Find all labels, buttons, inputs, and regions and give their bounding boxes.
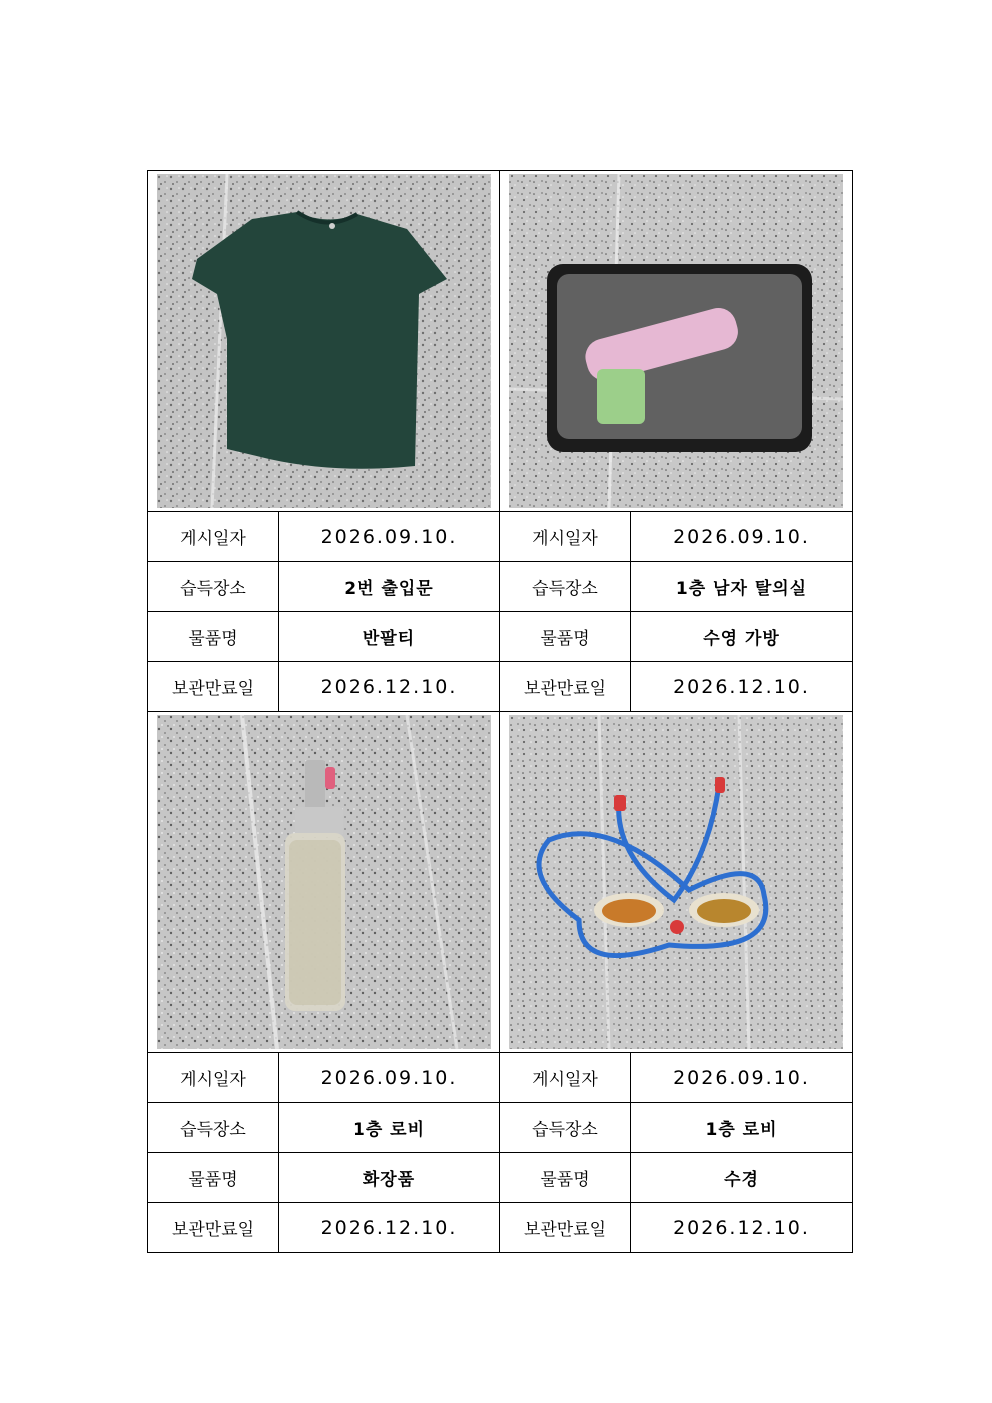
item-name-label: 물품명 [500,1153,631,1203]
place-label: 습득장소 [148,562,279,612]
info-row [148,562,853,612]
info-row [148,1153,853,1203]
info-row [148,1103,853,1153]
expiry-date: 2026.12.10. [631,662,853,712]
item-name: 수영 가방 [631,612,853,662]
expiry-date: 2026.12.10. [279,1203,500,1253]
item-name-label: 물품명 [148,1153,279,1203]
photo-cell [500,712,853,1053]
posted-label: 게시일자 [500,1053,631,1103]
posted-label: 게시일자 [148,1053,279,1103]
item-name-label: 물품명 [148,612,279,662]
place-label: 습득장소 [500,1103,631,1153]
expiry-label: 보관만료일 [148,1203,279,1253]
item-name: 수경 [631,1153,853,1203]
swim-bag-photo [509,174,843,508]
found-place: 1층 로비 [631,1103,853,1153]
posted-label: 게시일자 [500,512,631,562]
photo-row [148,712,853,1053]
swim-goggles-photo [509,715,843,1049]
info-row [148,512,853,562]
posted-label: 게시일자 [148,512,279,562]
expiry-label: 보관만료일 [500,662,631,712]
info-row [148,1203,853,1253]
info-row [148,1053,853,1103]
posted-date: 2026.09.10. [279,1053,500,1103]
posted-date: 2026.09.10. [279,512,500,562]
found-place: 2번 출입문 [279,562,500,612]
posted-date: 2026.09.10. [631,1053,853,1103]
item-name: 반팔티 [279,612,500,662]
cosmetic-bottle-photo [157,715,491,1049]
item-name: 화장품 [279,1153,500,1203]
photo-cell [500,171,853,512]
expiry-label: 보관만료일 [500,1203,631,1253]
found-place: 1층 남자 탈의실 [631,562,853,612]
lost-items-table [147,170,853,1253]
item-name-label: 물품명 [500,612,631,662]
place-label: 습득장소 [148,1103,279,1153]
photo-cell [148,712,500,1053]
info-row [148,662,853,712]
expiry-label: 보관만료일 [148,662,279,712]
photo-cell [148,171,500,512]
expiry-date: 2026.12.10. [279,662,500,712]
posted-date: 2026.09.10. [631,512,853,562]
found-place: 1층 로비 [279,1103,500,1153]
place-label: 습득장소 [500,562,631,612]
photo-row [148,171,853,512]
expiry-date: 2026.12.10. [631,1203,853,1253]
tshirt-photo [157,174,491,508]
info-row [148,612,853,662]
